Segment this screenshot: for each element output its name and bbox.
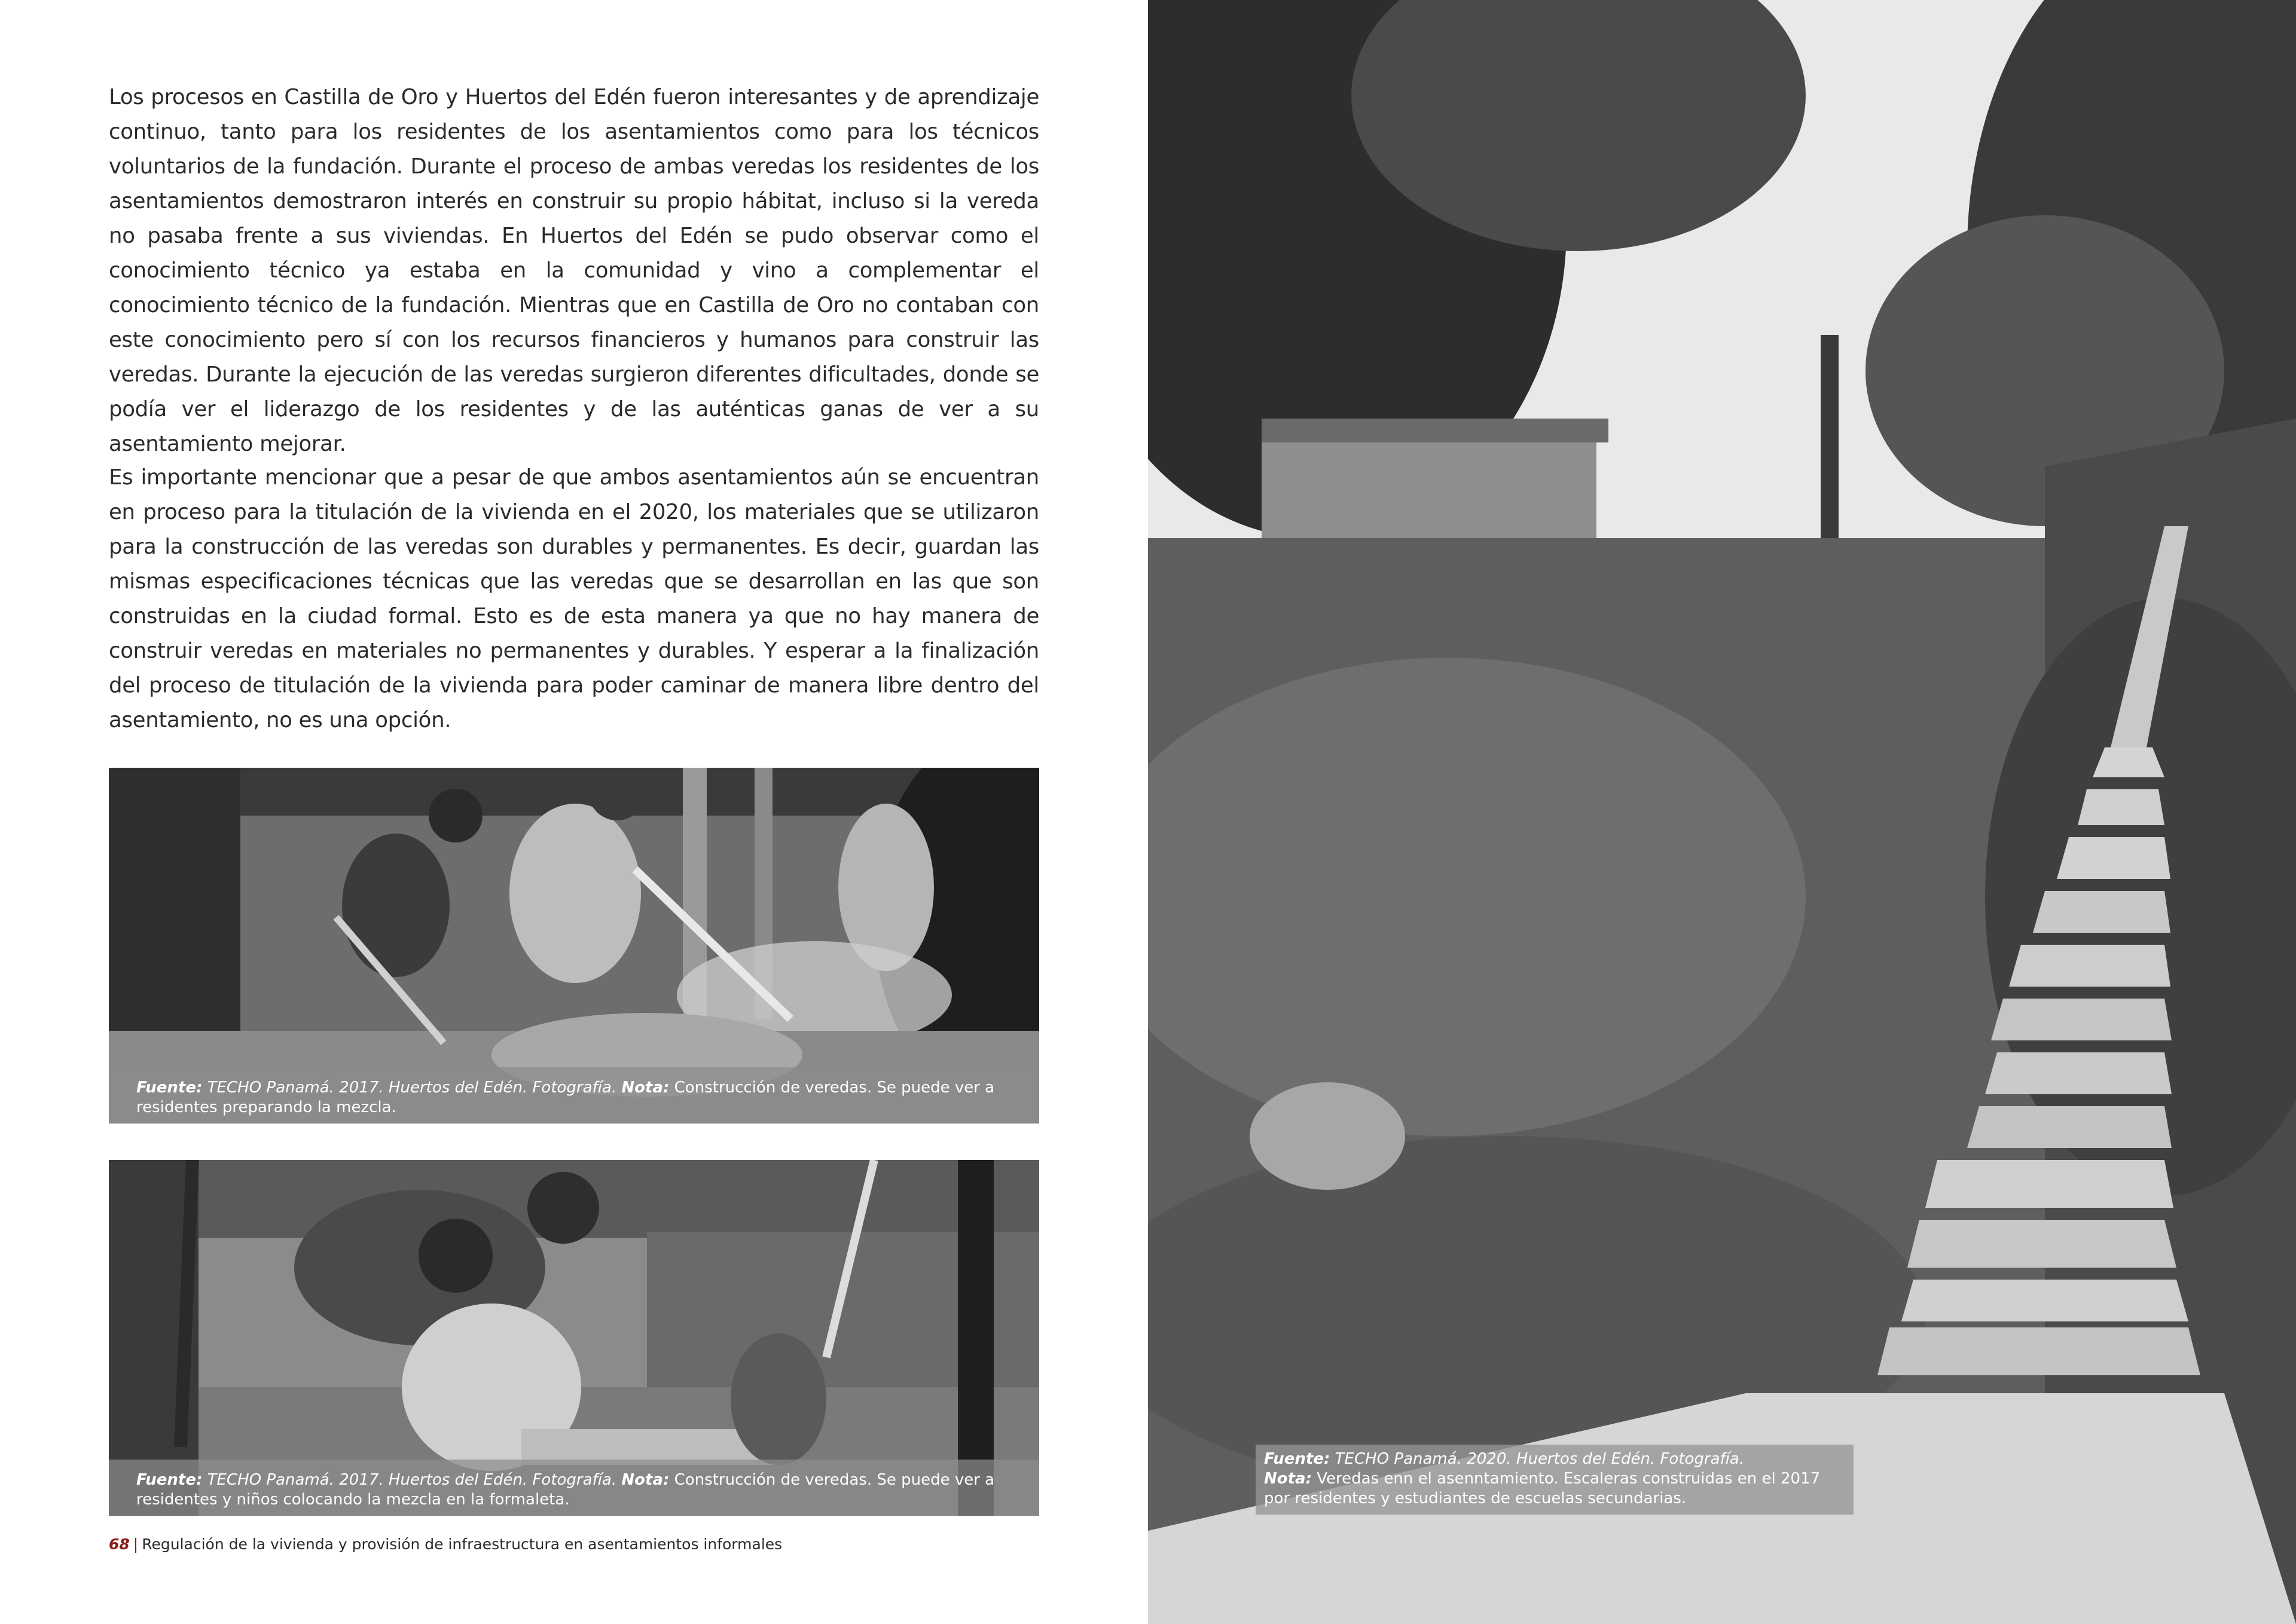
photo-workers-mixing xyxy=(109,768,1039,1124)
main-photo-note-text: Veredas enn el asenntamiento. Escaleras construidas en el 2017 por residentes y estudiantes de escuelas secundarias. xyxy=(1264,1470,1821,1507)
photo-1-note-label: Nota: xyxy=(621,1079,670,1097)
photo-2-caption xyxy=(109,1460,1039,1516)
page-footer xyxy=(109,1536,782,1553)
photo-2-source-label: Fuente: xyxy=(136,1471,203,1489)
photo-2-note-text: Construcción de veredas. Se puede ver a residentes y niños colocando la mezcla en la formaleta. xyxy=(136,1471,995,1509)
main-photo-note-label: Nota: xyxy=(1264,1470,1312,1488)
stairway-photo-image xyxy=(1148,0,2296,1624)
photo-1-note-text: Construcción de veredas. Se puede ver a residentes preparando la mezcla. xyxy=(136,1079,995,1116)
body-paragraph-1: Los procesos en Castilla de Oro y Huertos del Edén fueron interesantes y de aprendizaje continuo, tanto para los residentes de los asentamientos como para los técnicos voluntarios de la fundación. Durante el proceso de ambas veredas los residentes de los asentamientos demostraron interés en construir su propio hábitat, incluso si la vereda no pasaba frente a sus viviendas. En Huertos del Edén se pudo observar como el conocimiento técnico ya estaba en la comunidad y vino a complementar el conocimiento técnico de la fundación. Mientras que en Castilla de Oro no contaban con este conocimiento pero sí con los recursos financieros y humanos para construir las veredas. Durante la ejecución de las veredas surgieron diferentes dificultades, donde se podía ver el liderazgo de los residentes y de las auténticas ganas de ver a su asentamiento mejorar. xyxy=(109,85,1039,456)
footer-separator: | xyxy=(133,1536,139,1553)
main-photo-source-label: Fuente: xyxy=(1264,1450,1330,1468)
photo-1-caption xyxy=(109,1067,1039,1124)
footer-title: Regulación de la vivienda y provisión de infraestructura en asentamientos informales xyxy=(142,1536,783,1553)
photo-1-source-label: Fuente: xyxy=(136,1079,203,1097)
main-photo-caption xyxy=(1256,1445,1854,1515)
photo-children-formwork xyxy=(109,1160,1039,1516)
right-page-photo xyxy=(1148,0,2296,1624)
photo-1-source-text: TECHO Panamá. 2017. Huertos del Edén. Fotografía. xyxy=(207,1079,617,1097)
page-number: 68 xyxy=(109,1536,130,1553)
photo-2-note-label: Nota: xyxy=(621,1471,670,1489)
body-paragraph-2: Es importante mencionar que a pesar de que ambos asentamientos aún se encuentran en proceso para la titulación de la vivienda en el 2020, los materiales que se utilizaron para la construcción de las veredas son durables y permanentes. Es decir, guardan las mismas especificaciones técnicas que las veredas que se desarrollan en las que son construidas en la ciudad formal. Esto es de esta manera ya que no hay manera de construir veredas en materiales no permanentes y durables. Y esperar a la finalización del proceso de titulación de la vivienda para poder caminar de manera libre dentro del asentamiento, no es una opción. xyxy=(109,465,1039,732)
photo-2-source-text: TECHO Panamá. 2017. Huertos del Edén. Fotografía. xyxy=(207,1471,617,1489)
main-photo-source-text: TECHO Panamá. 2020. Huertos del Edén. Fotografía. xyxy=(1335,1450,1745,1468)
